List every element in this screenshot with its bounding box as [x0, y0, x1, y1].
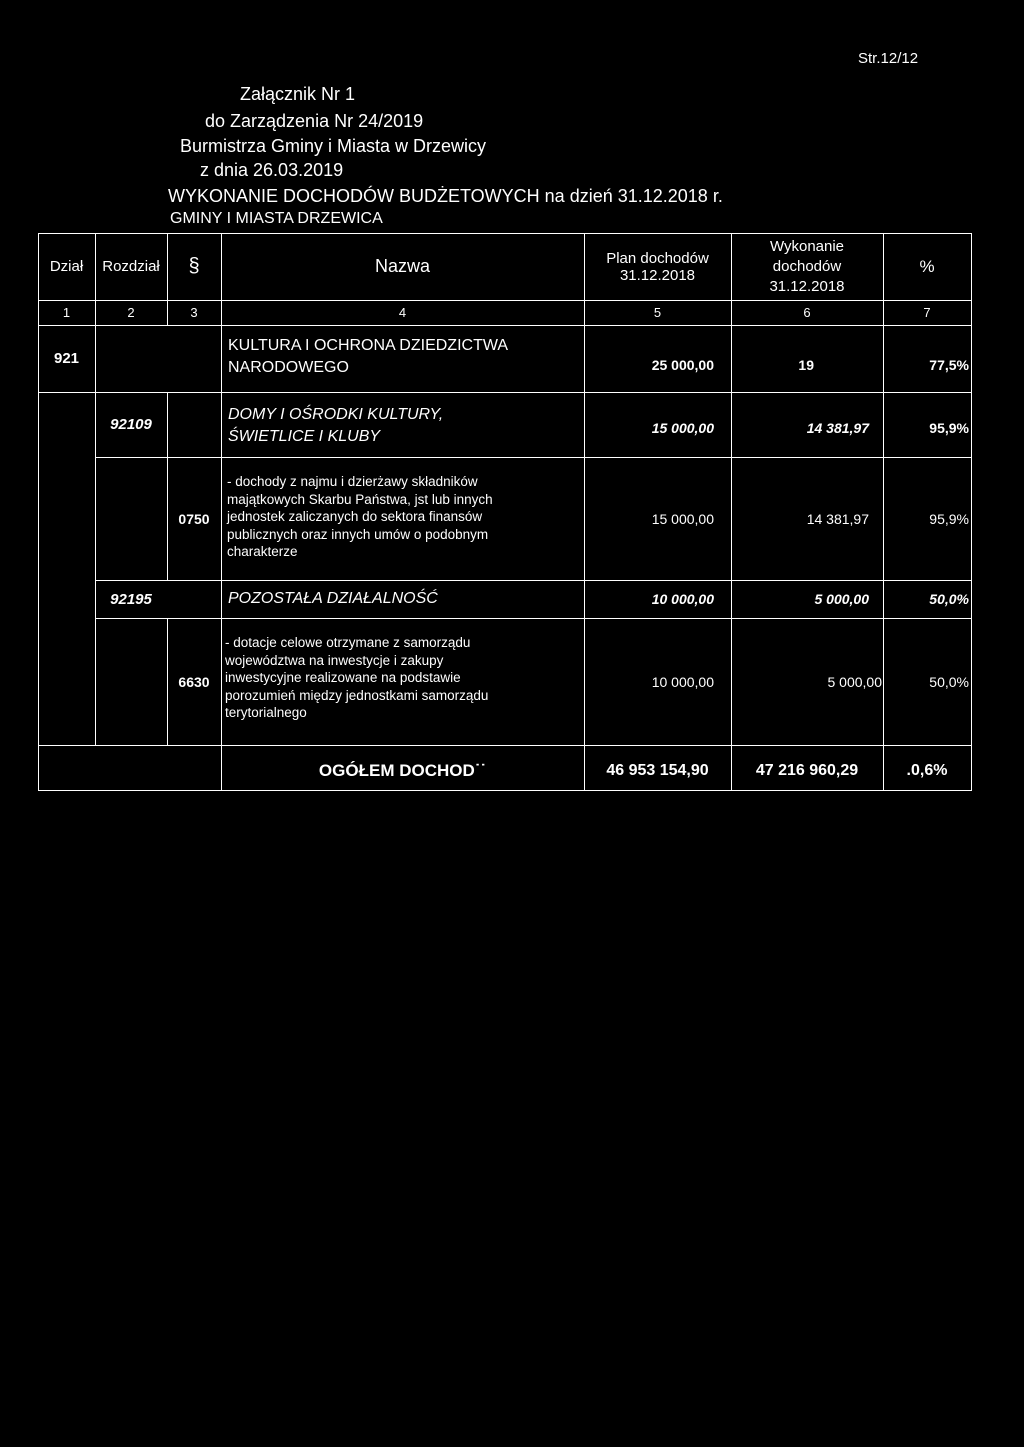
row-92195-wykonanie: 5 000,00 [814, 591, 869, 607]
header-line-3: Burmistrza Gminy i Miasta w Drzewicy [180, 136, 487, 156]
row-0750-paragraf: 0750 [178, 510, 210, 527]
col-number-3: 3 [190, 305, 198, 320]
col-header-nazwa: Nazwa [374, 256, 431, 276]
row-92195-pct: 50,0% [929, 591, 969, 607]
header-line-2: do Zarządzenia Nr 24/2019 [205, 111, 424, 131]
row-921-plan: 25 000,00 [651, 357, 714, 373]
row-6630-plan: 10 000,00 [651, 673, 714, 690]
col-header-dzial: Dział [49, 258, 84, 275]
col-number-2: 2 [127, 305, 135, 320]
col-number-7: 7 [923, 305, 931, 320]
row-6630-nazwa-line1: - dotacje celowe otrzymane z samorządu [225, 635, 471, 650]
col-header-plan-line2: 31.12.2018 [619, 266, 696, 284]
col-number-5: 5 [653, 305, 662, 320]
row-6630-nazwa-line2: województwa na inwestycje i zakupy [225, 652, 444, 668]
col-header-wykonanie [731, 233, 883, 300]
col-number-1: 1 [62, 305, 71, 320]
col-header-paragraf: § [188, 255, 200, 277]
row-0750-nazwa-line4: publicznych oraz innych umów o podobnym [227, 526, 489, 542]
row-92109-rozdzial: 92109 [110, 416, 152, 433]
row-92195-rozdzial: 92195 [110, 590, 152, 608]
row-92109-nazwa-line1: DOMY I OŚRODKI KULTURY, [228, 406, 444, 423]
row-0750-nazwa-line5: charakterze [227, 544, 298, 559]
row-6630-pct: 50,0% [929, 673, 969, 690]
row-0750-plan: 15 000,00 [651, 510, 714, 527]
row-6630-wykonanie: 5 000,00 [827, 673, 882, 690]
col-header-pct: % [919, 256, 935, 276]
row-0750-nazwa-line2: majątkowych Skarbu Państwa, jst lub innych [227, 491, 493, 507]
col-header-wyk-line2: dochodów [772, 257, 842, 275]
row-921-nazwa [228, 335, 584, 383]
total-label: OGÓŁEM DOCHOD˙˙ [318, 761, 487, 780]
row-0750-wykonanie: 14 381,97 [806, 510, 869, 527]
header-line-6: GMINY I MIASTA DRZEWICA [170, 210, 383, 227]
total-pct: .᠎0,6% [906, 762, 948, 779]
col-number-4: 4 [398, 305, 407, 320]
header-line-1: Załącznik Nr 1 [240, 84, 356, 104]
row-0750-pct: 95,9% [929, 510, 969, 527]
row-92195-nazwa: POZOSTAŁA DZIAŁALNOŚĆ [228, 590, 438, 607]
row-6630-nazwa-line3: inwestycyjne realizowane na podstawie [225, 670, 461, 685]
row-92109-wykonanie: 14 381,97 [806, 420, 869, 436]
row-0750-nazwa-line1: - dochody z najmu i dzierżawy składników [227, 474, 478, 489]
row-92109-pct: 95,9% [929, 420, 969, 436]
col-number-6: 6 [803, 305, 811, 320]
row-921-dzial: 921 [53, 350, 80, 367]
row-921-nazwa-line1: KULTURA I OCHRONA DZIEDZICTWA [228, 337, 509, 354]
row-921-nazwa-line2: NARODOWEGO [228, 359, 349, 376]
row-92195-plan: 10 000,00 [651, 591, 714, 607]
page-number: Str.12/12 [858, 50, 919, 67]
col-header-plan-line1: Plan dochodów [606, 249, 709, 267]
row-0750-nazwa [227, 473, 493, 561]
row-6630-nazwa-line5: terytorialnego [225, 705, 307, 720]
row-921-wykonanie: 19 [798, 357, 814, 373]
col-header-rozdzial: Rozdział [102, 258, 160, 275]
row-6630-nazwa-line4: porozumień między jednostkami samorządu [225, 687, 489, 703]
col-header-wyk-line3: 31.12.2018 [769, 277, 845, 295]
row-92109-plan: 15 000,00 [651, 420, 714, 436]
row-92109-nazwa [228, 404, 584, 448]
col-header-wyk-line1: Wykonanie [769, 237, 845, 255]
row-0750-nazwa-line3: jednostek zaliczanych do sektora finansów [227, 509, 483, 524]
col-header-plan [584, 233, 731, 300]
total-wykonanie: 47 216 960,29 [755, 762, 859, 779]
row-92109-nazwa-line2: ŚWIETLICE I KLUBY [228, 428, 381, 445]
row-921-pct: 77,5% [929, 357, 969, 373]
row-6630-nazwa [225, 634, 488, 722]
total-plan: 46 953 154,90 [606, 762, 709, 779]
header-line-5: WYKONANIE DOCHODÓW BUDŻETOWYCH na dzień 31.12.2018 r. [168, 186, 723, 206]
header-line-4: z dnia 26.03.2019 [200, 160, 344, 180]
row-6630-paragraf: 6630 [178, 673, 210, 690]
